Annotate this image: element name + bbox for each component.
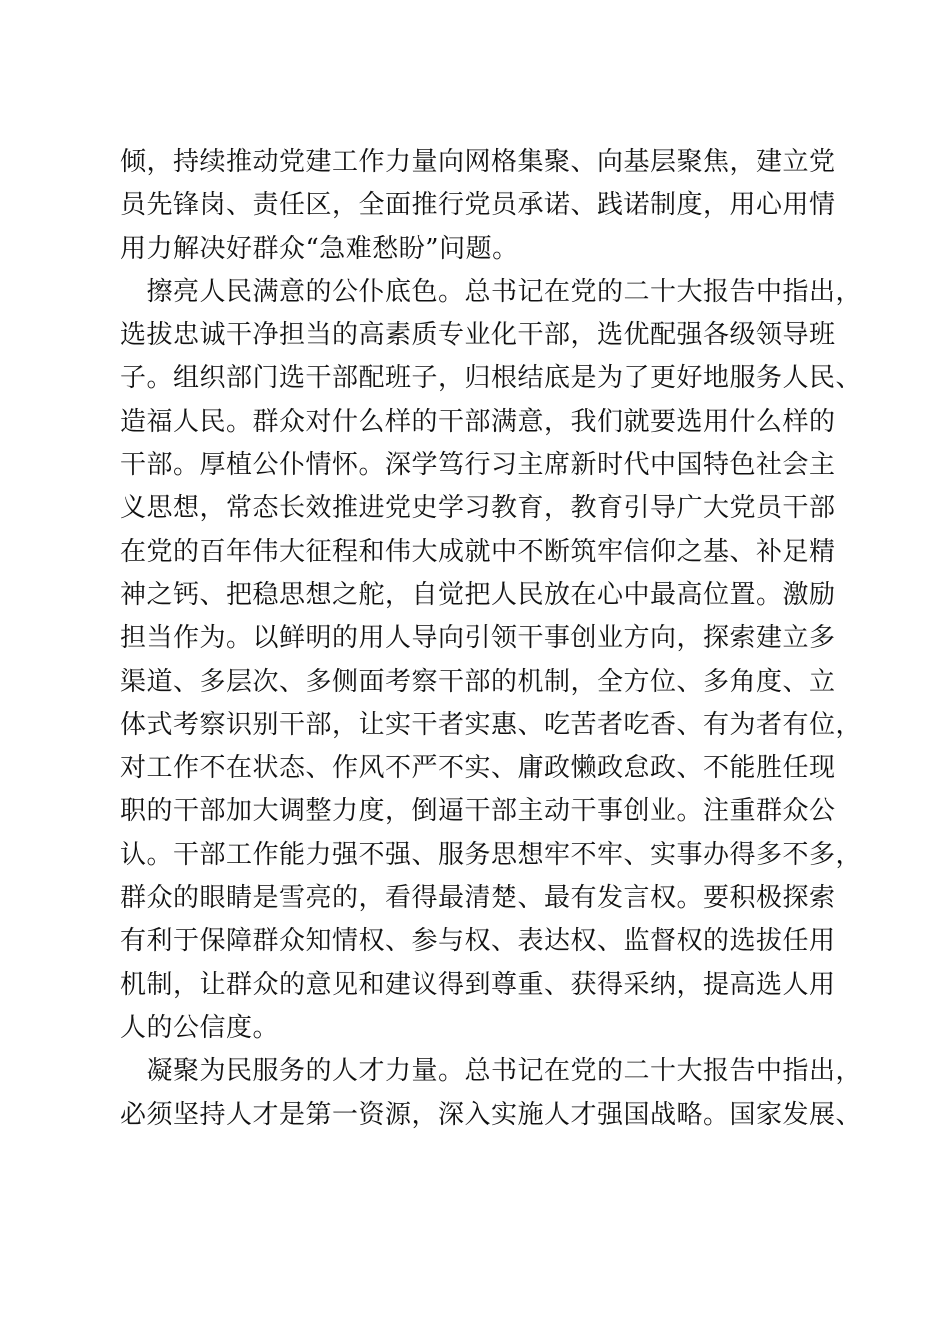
text-line: 干部。厚植公仆情怀。深学笃行习主席新时代中国特色社会主 <box>120 450 836 481</box>
text-line: 群众的眼睛是雪亮的，看得最清楚、最有发言权。要积极探索 <box>120 883 836 914</box>
body-text <box>120 141 863 1137</box>
text-line: 体式考察识别干部，让实干者实惠、吃苦者吃香、有为者有位， <box>120 709 863 740</box>
text-line: 有利于保障群众知情权、参与权、表达权、监督权的选拔任用 <box>120 926 836 957</box>
text-line: 人的公信度。 <box>120 1012 280 1043</box>
text-line: 义思想，常态长效推进党史学习教育，教育引导广大党员干部 <box>120 493 836 524</box>
text-line: 造福人民。群众对什么样的干部满意，我们就要选用什么样的 <box>120 406 836 437</box>
text-line: 机制，让群众的意见和建议得到尊重、获得采纳，提高选人用 <box>120 969 836 1000</box>
text-line: 担当作为。以鲜明的用人导向引领干事创业方向，探索建立多 <box>120 623 836 654</box>
text-line: 员先锋岗、责任区，全面推行党员承诺、践诺制度，用心用情 <box>120 190 836 221</box>
text-line: 在党的百年伟大征程和伟大成就中不断筑牢信仰之基、补足精 <box>120 536 836 567</box>
text-line: 对工作不在状态、作风不严不实、庸政懒政怠政、不能胜任现 <box>120 753 836 784</box>
text-line: 必须坚持人才是第一资源，深入实施人才强国战略。国家发展、 <box>120 1099 863 1130</box>
text-line: 倾，持续推动党建工作力量向网格集聚、向基层聚焦，建立党 <box>120 147 836 177</box>
text-line: 选拔忠诚干净担当的高素质专业化干部，选优配强各级领导班 <box>120 320 836 351</box>
text-line: 子。组织部门选干部配班子，归根结底是为了更好地服务人民、 <box>120 363 863 394</box>
text-line: 职的干部加大调整力度，倒逼干部主动干事创业。注重群众公 <box>120 796 836 827</box>
text-line: 渠道、多层次、多侧面考察干部的机制，全方位、多角度、立 <box>120 666 836 697</box>
text-line: 擦亮人民满意的公仆底色。总书记在党的二十大报告中指出， <box>120 276 863 307</box>
text-line: 认。干部工作能力强不强、服务思想牢不牢、实事办得多不多， <box>120 839 863 870</box>
text-line: 神之钙、把稳思想之舵，自觉把人民放在心中最高位置。激励 <box>120 579 836 610</box>
text-line: 用力解决好群众“急难愁盼”问题。 <box>120 233 519 264</box>
text-line: 凝聚为民服务的人才力量。总书记在党的二十大报告中指出， <box>120 1056 863 1087</box>
